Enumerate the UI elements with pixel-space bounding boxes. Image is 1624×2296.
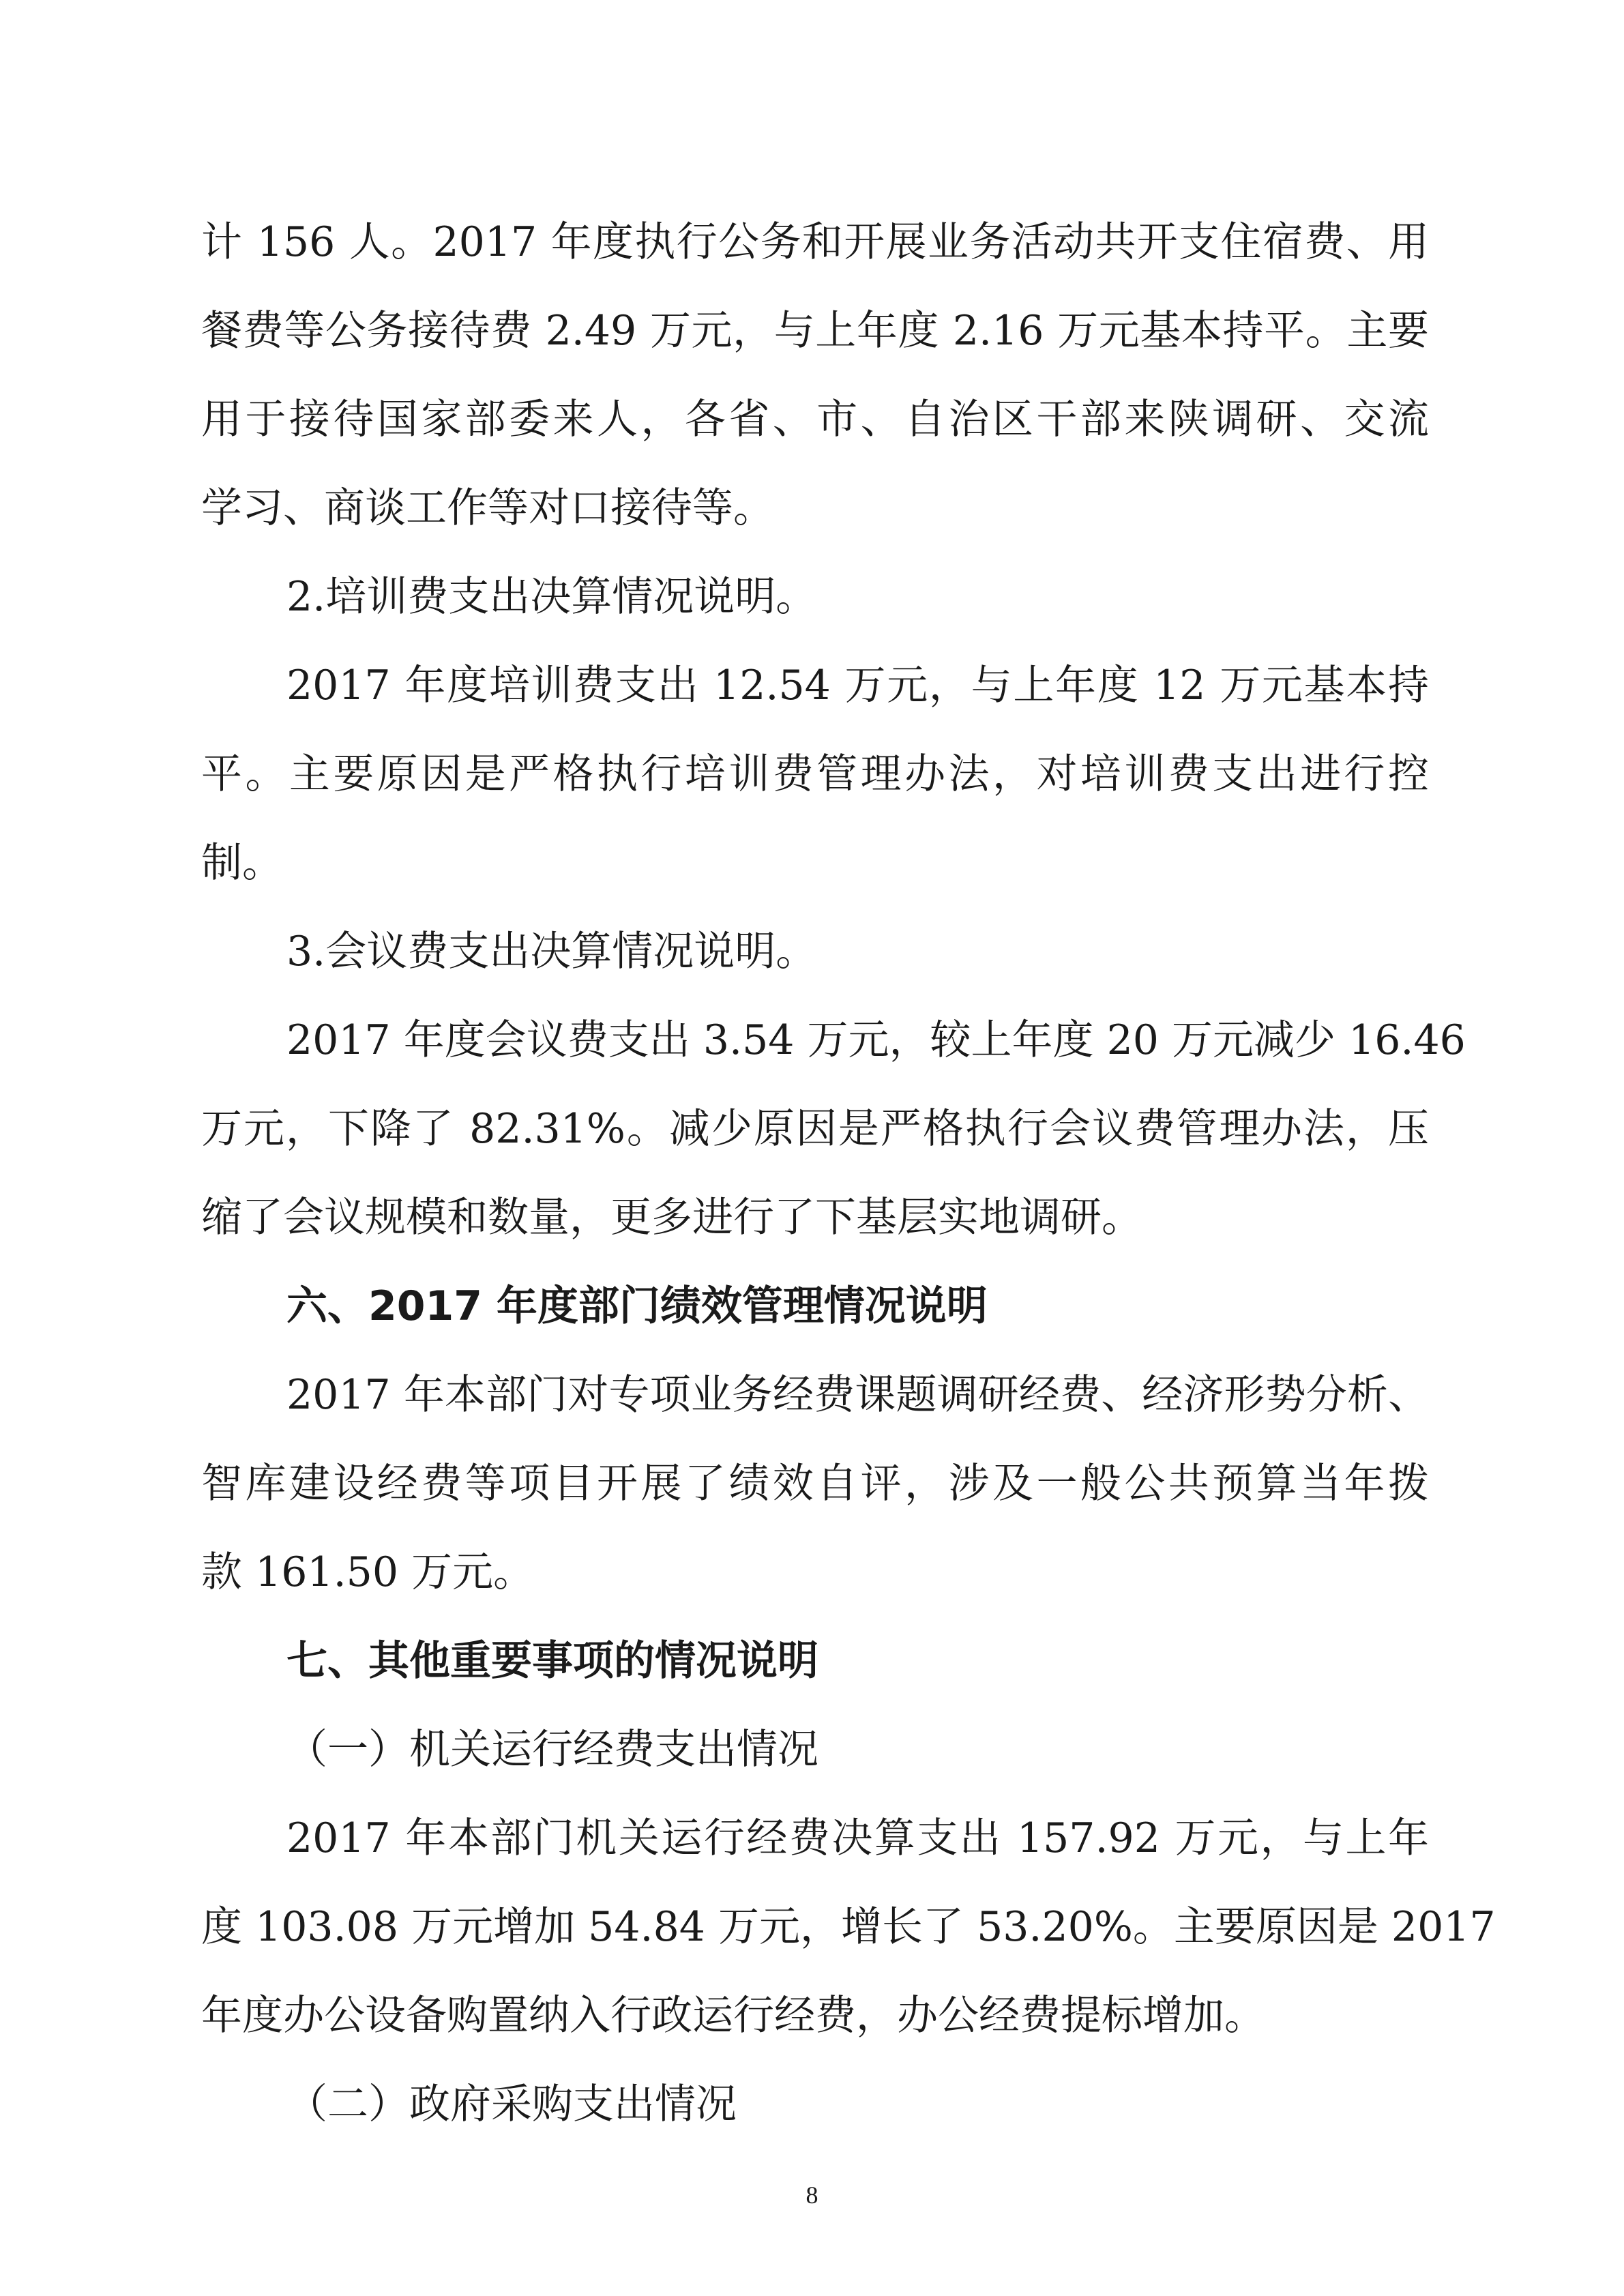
- body-text-line: 餐费等公务接待费 2.49 万元，与上年度 2.16 万元基本持平。主要: [201, 307, 1429, 355]
- body-text-line: 学习、商谈工作等对口接待等。: [201, 484, 774, 532]
- body-text-line: 制。: [201, 839, 283, 887]
- body-text-line: 平。主要原因是严格执行培训费管理办法，对培训费支出进行控: [201, 750, 1429, 798]
- subsection-heading: （二）政府采购支出情况: [286, 2080, 737, 2128]
- body-text-line: 2017 年本部门机关运行经费决算支出 157.92 万元，与上年: [286, 1814, 1429, 1862]
- body-text-line: 款 161.50 万元。: [201, 1548, 535, 1596]
- body-text-line: 年度办公设备购置纳入行政运行经费，办公经费提标增加。: [201, 1992, 1265, 2040]
- body-text-line: 万元，下降了 82.31%。减少原因是严格执行会议费管理办法，压: [201, 1105, 1429, 1153]
- subsection-heading: （一）机关运行经费支出情况: [286, 1726, 818, 1773]
- section-heading: 六、2017 年度部门绩效管理情况说明: [286, 1282, 988, 1330]
- page-number: 8: [806, 2181, 818, 2209]
- body-text-line: 用于接待国家部委来人，各省、市、自治区干部来陕调研、交流: [201, 396, 1429, 443]
- body-text-line: 2017 年度会议费支出 3.54 万元，较上年度 20 万元减少 16.46: [286, 1016, 1466, 1064]
- body-text-line: 度 103.08 万元增加 54.84 万元，增长了 53.20%。主要原因是 2017: [201, 1903, 1496, 1951]
- section-heading: 七、其他重要事项的情况说明: [286, 1637, 818, 1685]
- body-text-line: 2017 年本部门对专项业务经费课题调研经费、经济形势分析、: [286, 1371, 1429, 1419]
- subsection-heading: 2.培训费支出决算情况说明。: [286, 573, 817, 621]
- subsection-heading: 3.会议费支出决算情况说明。: [286, 928, 817, 975]
- body-text-line: 计 156 人。2017 年度执行公务和开展业务活动共开支住宿费、用: [201, 218, 1429, 266]
- body-text-line: 智库建设经费等项目开展了绩效自评，涉及一般公共预算当年拨: [201, 1460, 1429, 1507]
- body-text-line: 2017 年度培训费支出 12.54 万元，与上年度 12 万元基本持: [286, 662, 1429, 709]
- body-text-line: 缩了会议规模和数量，更多进行了下基层实地调研。: [201, 1194, 1142, 1241]
